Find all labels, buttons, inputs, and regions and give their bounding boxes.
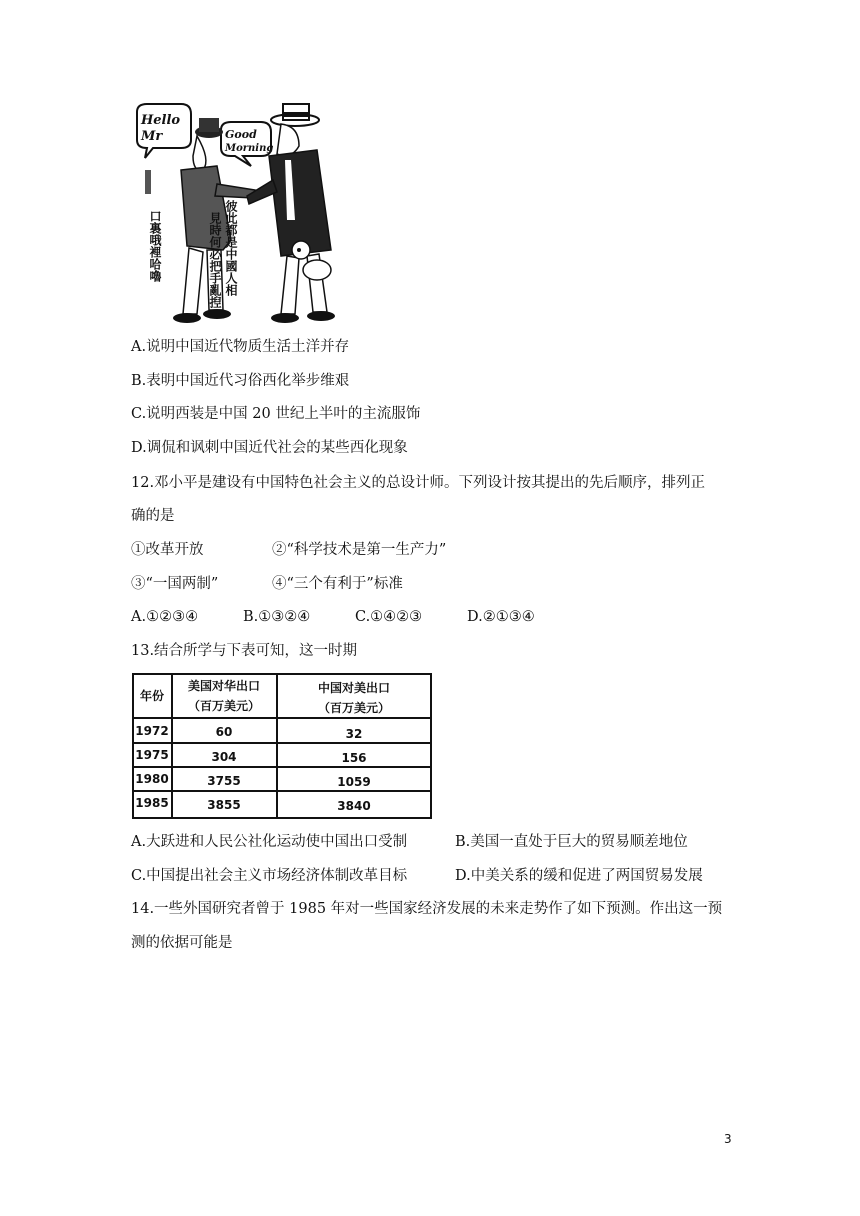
row2-year: 1975 — [135, 748, 169, 762]
q13-option-d: D.中美关系的缓和促进了两国贸易发展 — [455, 868, 703, 884]
q12-option-a: A.①②③④ — [131, 609, 199, 625]
q13-option-b: B.美国一直处于巨大的贸易顺差地位 — [455, 834, 688, 850]
q13-stem: 13.结合所学与下表可知，这一时期 — [131, 643, 358, 659]
q12-stem-line1: 12.邓小平是建设有中国特色社会主义的总设计师。下列设计按其提出的先后顺序，排列正 — [131, 475, 706, 491]
caption-col2: 見時何必把手亂揑 — [208, 212, 222, 308]
q12-option-d: D.②①③④ — [467, 609, 535, 625]
bubble-left-line1: Hello — [141, 113, 181, 128]
row4-cn: 3840 — [337, 799, 371, 813]
q12-stem-line2: 确的是 — [131, 508, 175, 524]
header-year: 年份 — [139, 689, 165, 703]
q12-item3: ③“一国两制” — [131, 576, 219, 592]
row2-cn: 156 — [341, 751, 367, 765]
q11-option-a: A.说明中国近代物质生活土洋并存 — [131, 339, 350, 355]
bubble-left-line2: Mr — [141, 129, 163, 144]
row4-year: 1985 — [135, 796, 169, 810]
q12-option-c: C.①④②③ — [355, 609, 423, 625]
q12-option-b: B.①③②④ — [243, 609, 311, 625]
q14-stem-line1: 14.一些外国研究者曾于 1985 年对一些国家经济发展的未来走势作了如下预测。作出这一预 — [131, 901, 723, 917]
svg-text:Morning: Morning — [225, 143, 274, 154]
page-number: 3 — [724, 1132, 732, 1146]
cartoon-illustration — [131, 100, 349, 328]
svg-text:Good: Good — [225, 128, 257, 141]
row2-us: 304 — [211, 750, 237, 764]
row3-cn: 1059 — [337, 775, 371, 789]
q11-option-c: C.说明西装是中国 20 世纪上半叶的主流服饰 — [131, 406, 421, 422]
q11-option-b: B.表明中国近代习俗西化举步维艰 — [131, 373, 350, 389]
header-cn-line2: （百万美元） — [317, 701, 391, 715]
row1-cn: 32 — [345, 727, 363, 741]
q12-item1: ①改革开放 — [131, 542, 204, 558]
caption-col3: 口裏哦裡哈嚕 — [148, 210, 162, 282]
q13-option-a: A.大跃进和人民公社化运动使中国出口受制 — [131, 834, 408, 850]
q14-stem-line2: 测的依据可能是 — [131, 935, 233, 951]
row3-us: 3755 — [207, 774, 241, 788]
header-cn-line1: 中国对美出口 — [317, 681, 391, 695]
q12-item2: ②“科学技术是第一生产力” — [272, 542, 447, 558]
header-us-line2: （百万美元） — [187, 699, 261, 713]
row1-us: 60 — [215, 725, 233, 739]
caption-col1: 彼此都是中國人相 — [224, 200, 238, 296]
header-us-line1: 美国对华出口 — [187, 679, 261, 693]
row1-year: 1972 — [135, 724, 169, 738]
q11-option-d: D.调侃和讽刺中国近代社会的某些西化现象 — [131, 440, 408, 456]
q12-item4: ④“三个有利于”标准 — [272, 576, 403, 592]
q13-option-c: C.中国提出社会主义市场经济体制改革目标 — [131, 868, 408, 884]
trade-table — [131, 670, 435, 822]
row3-year: 1980 — [135, 772, 169, 786]
row4-us: 3855 — [207, 798, 241, 812]
